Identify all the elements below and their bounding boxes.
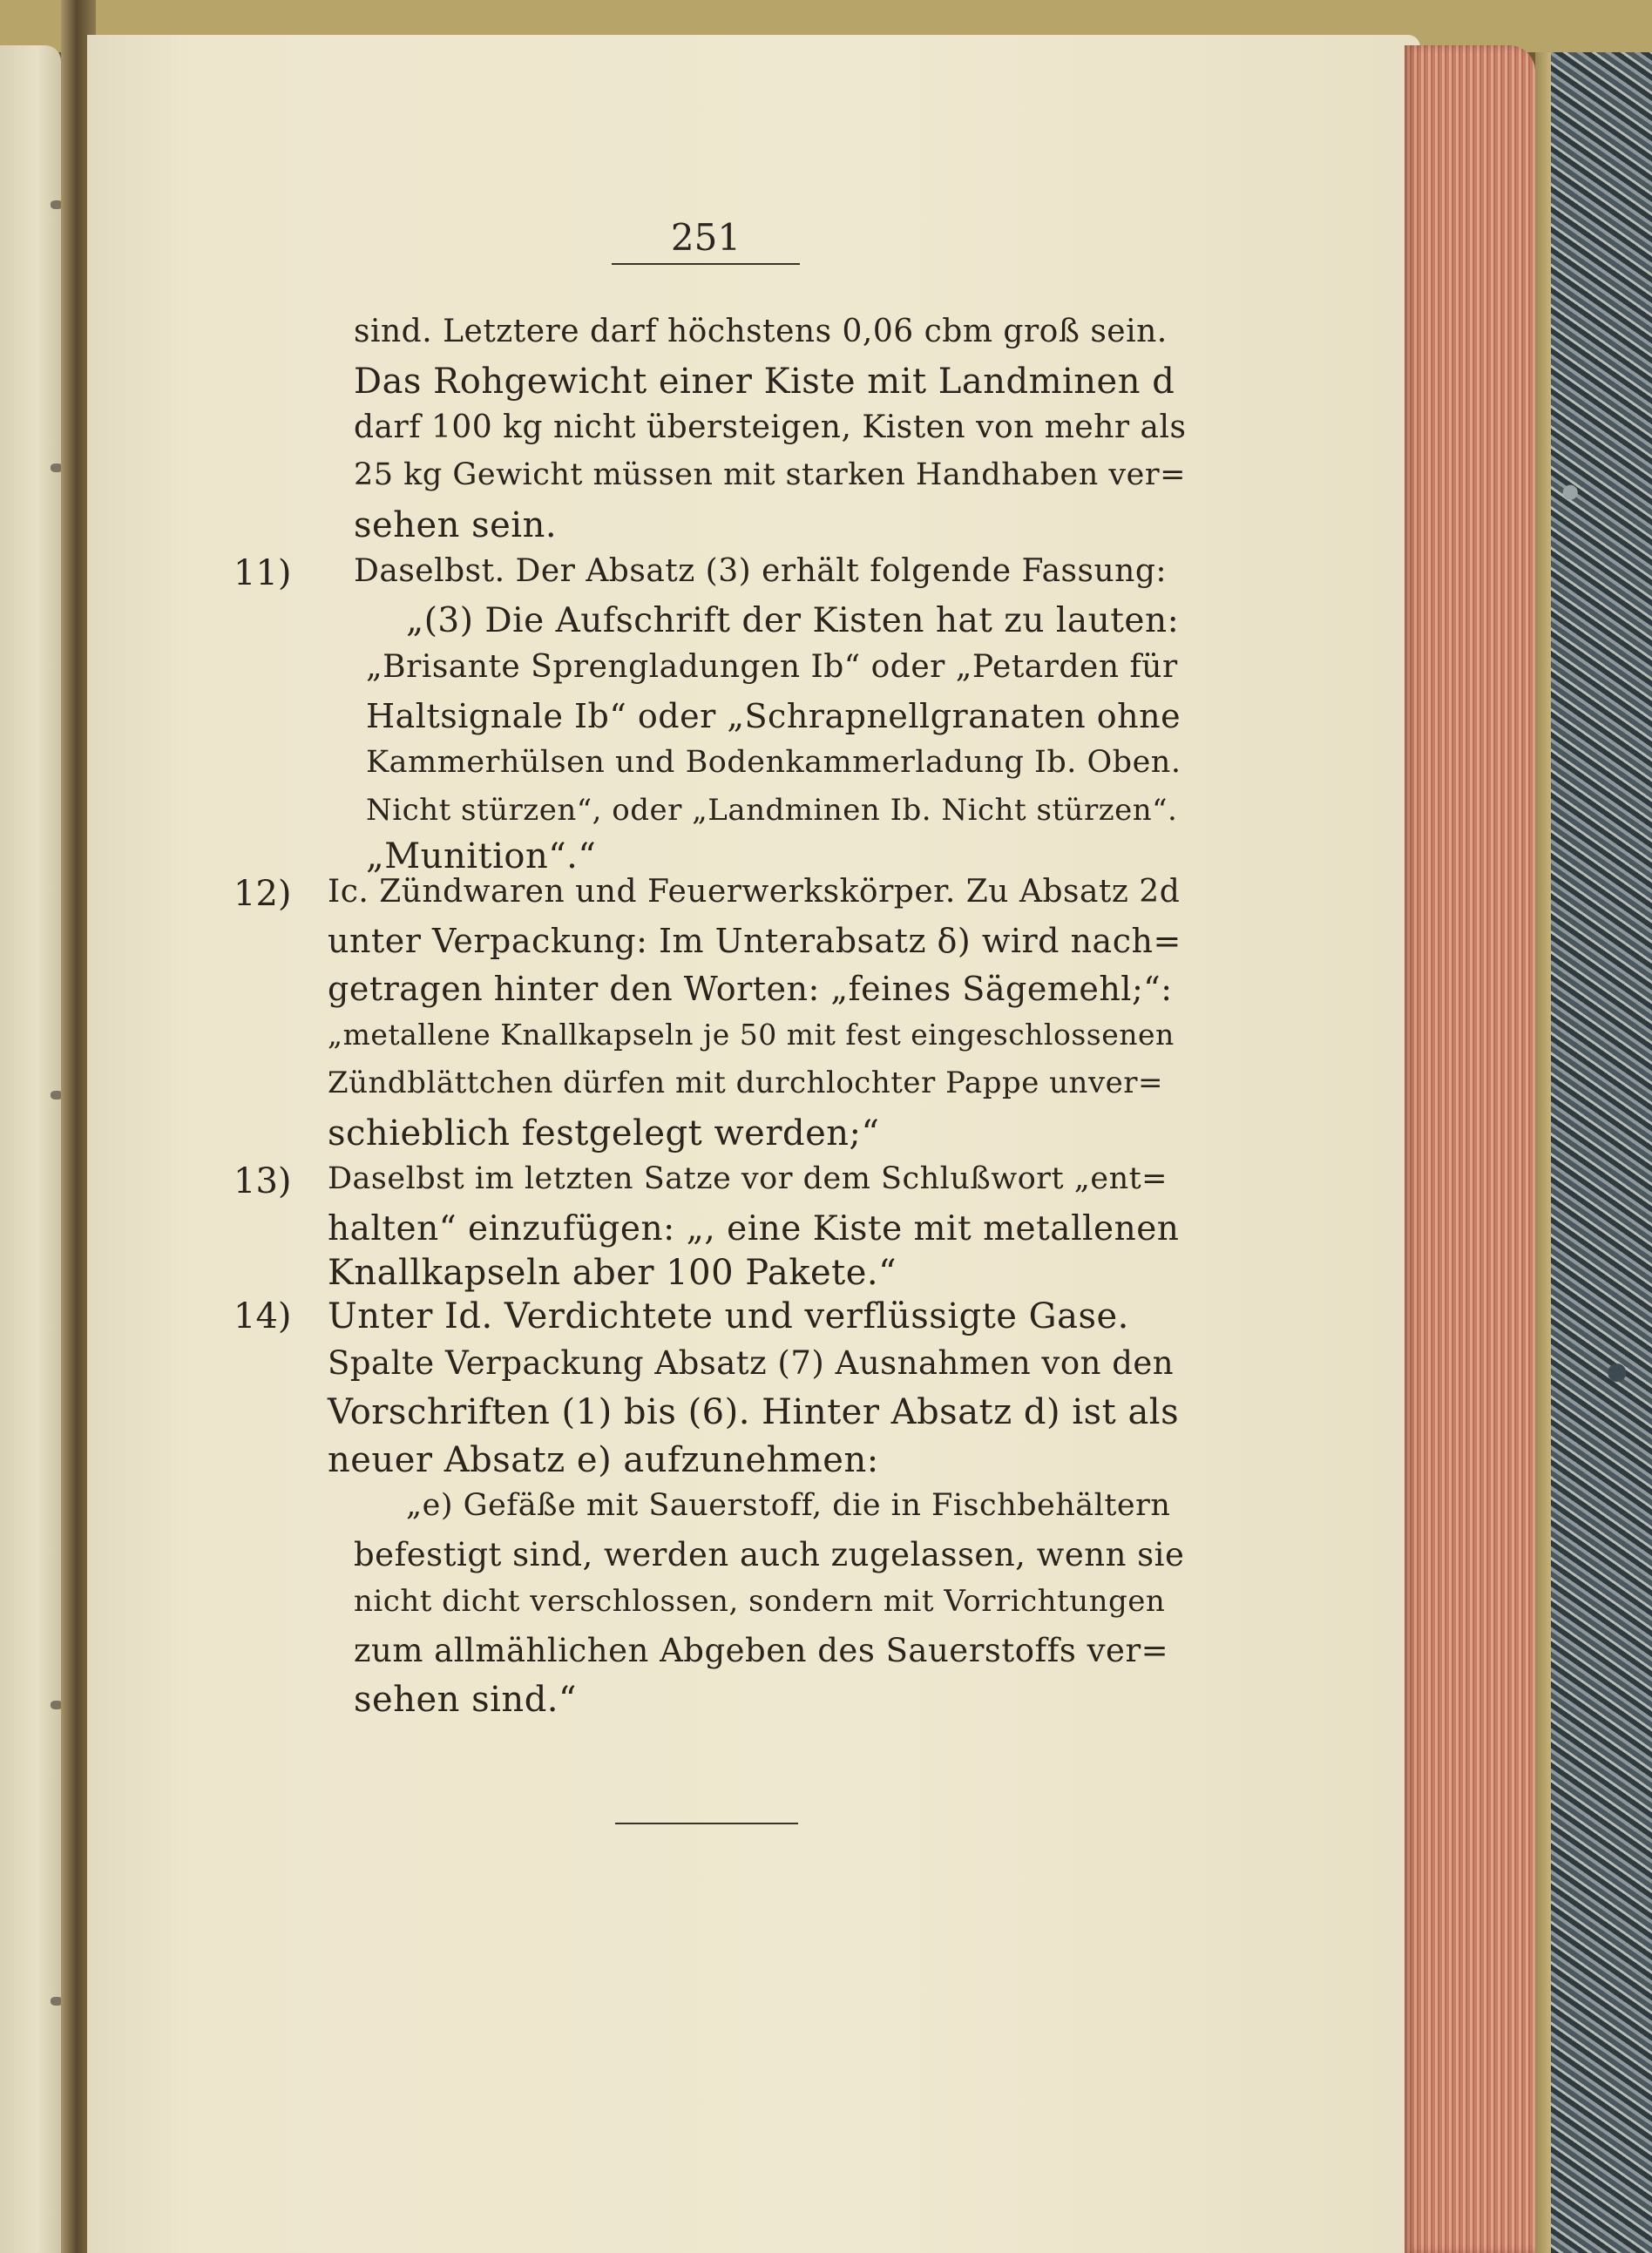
text-line: Vorschriften (1) bis (6). Hinter Absatz d) ist als <box>328 1392 1180 1432</box>
text-line: zum allmählichen Abgeben des Sauerstoffs ver= <box>354 1632 1169 1669</box>
text-line: sind. Letztere darf höchstens 0,06 cbm groß sein. <box>354 314 1168 349</box>
text-line: „metallene Knallkapseln je 50 mit fest eingeschlossenen <box>328 1018 1175 1052</box>
text-line: Daselbst im letzten Satze vor dem Schlußwort „ent= <box>328 1161 1168 1196</box>
text-line: nicht dicht verschlossen, sondern mit Vorrichtungen <box>354 1584 1166 1619</box>
text-line: Haltsignale Ib“ oder „Schrapnellgranaten ohne <box>366 697 1181 735</box>
page-number: 251 <box>670 216 741 259</box>
text-line: Daselbst. Der Absatz (3) erhält folgende Fassung: <box>354 553 1168 589</box>
footer-rule <box>615 1823 798 1824</box>
text-line: befestigt sind, werden auch zugelassen, wenn sie <box>354 1536 1185 1573</box>
text-line: Zündblättchen dürfen mit durchlochter Pappe unver= <box>328 1066 1164 1100</box>
header-rule <box>612 263 800 265</box>
text-line: schieblich festgelegt werden;“ <box>328 1113 880 1154</box>
text-line: Spalte Verpackung Absatz (7) Ausnahmen von den <box>328 1344 1175 1382</box>
text-line: sehen sein. <box>354 505 558 545</box>
text-line: „Munition“.“ <box>366 836 597 876</box>
text-line: „e) Gefäße mit Sauerstoff, die in Fischbehältern <box>406 1488 1171 1523</box>
text-line: Knallkapseln aber 100 Pakete.“ <box>328 1253 897 1293</box>
text-line: „Brisante Sprengladungen Ib“ oder „Petarden für <box>366 649 1178 685</box>
text-line: Nicht stürzen“, oder „Landminen Ib. Nicht stürzen“. <box>366 793 1178 828</box>
text-line: Ic. Zündwaren und Feuerwerkskörper. Zu Absatz 2d <box>328 874 1181 910</box>
cover-board-edge <box>1535 52 1551 2253</box>
item-number: 11) <box>234 553 292 593</box>
text-line: Das Rohgewicht einer Kiste mit Landminen d <box>354 362 1175 402</box>
text-line: halten“ einzufügen: „, eine Kiste mit metallenen <box>328 1209 1180 1248</box>
marbled-cover-board <box>1535 52 1652 2253</box>
text-line: darf 100 kg nicht übersteigen, Kisten von mehr als <box>354 409 1187 445</box>
item-number: 12) <box>234 874 292 914</box>
text-line: 25 kg Gewicht müssen mit starken Handhaben ver= <box>354 457 1186 492</box>
page-fore-edge <box>1405 45 1535 2253</box>
text-line: Unter Id. Verdichtete und verflüssigte Gase. <box>328 1296 1129 1336</box>
text-line: „(3) Die Aufschrift der Kisten hat zu lauten: <box>406 601 1180 640</box>
text-line: getragen hinter den Worten: „feines Sägemehl;“: <box>328 970 1173 1008</box>
text-line: Kammerhülsen und Bodenkammerladung Ib. Oben. <box>366 745 1181 780</box>
text-line: sehen sind.“ <box>354 1680 577 1720</box>
item-number: 14) <box>234 1296 292 1336</box>
text-line: neuer Absatz e) aufzunehmen: <box>328 1440 879 1480</box>
left-page-edge <box>0 45 61 2253</box>
item-number: 13) <box>234 1161 292 1201</box>
text-line: unter Verpackung: Im Unterabsatz δ) wird nach= <box>328 922 1181 960</box>
